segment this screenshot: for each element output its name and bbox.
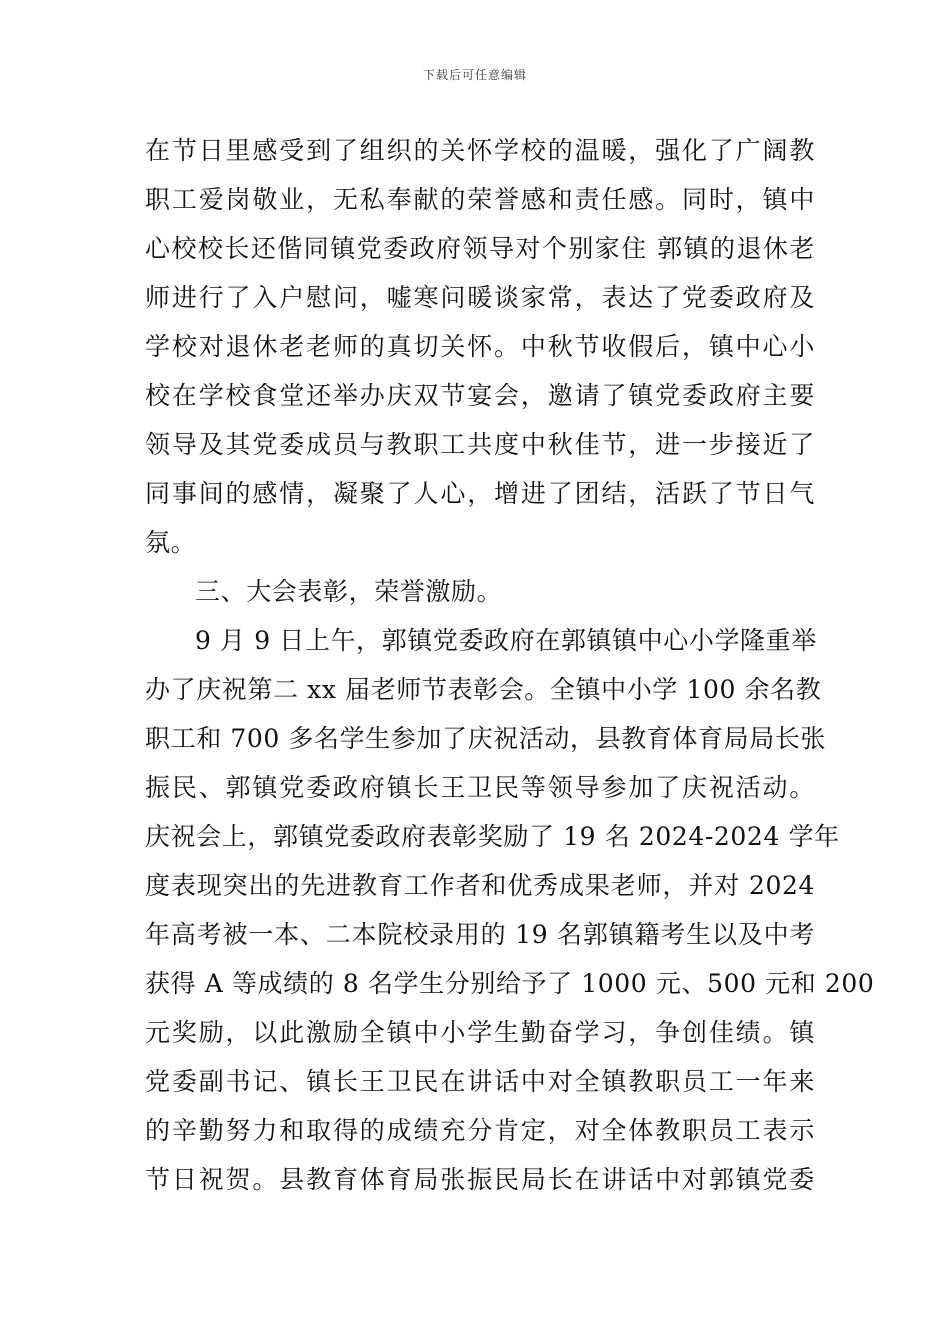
text-line: 办了庆祝第二 xx 届老师节表彰会。全镇中小学 100 余名教: [145, 675, 822, 704]
text-line: 元奖励，以此激励全镇中小学生勤奋学习，争创佳绩。镇: [145, 1018, 815, 1047]
text-line: 领导及其党委成员与教职工共度中秋佳节，进一步接近了: [145, 430, 815, 459]
text-line: 学校对退休老老师的真切关怀。中秋节收假后，镇中心小: [145, 332, 815, 361]
document-body: [145, 126, 875, 1204]
text-line: 校在学校食堂还举办庆双节宴会，邀请了镇党委政府主要: [145, 381, 815, 410]
text-line: 职工和 700 多名学生参加了庆祝活动，县教育体育局局长张: [145, 724, 827, 753]
text-line: 的辛勤努力和取得的成绩充分肯定，对全体教职员工表示: [145, 1116, 815, 1145]
text-line: 年高考被一本、二本院校录用的 19 名郭镇籍考生以及中考: [145, 920, 815, 949]
text-line: 9 月 9 日上午，郭镇党委政府在郭镇镇中心小学隆重举: [195, 626, 817, 655]
text-line: 氛。: [145, 528, 197, 557]
text-line: 在节日里感受到了组织的关怀学校的温暖，强化了广阔教: [145, 136, 815, 165]
section-heading: 三、大会表彰，荣誉激励。: [195, 577, 503, 606]
text-line: 获得 A 等成绩的 8 名学生分别给予了 1000 元、500 元和 200: [145, 969, 875, 998]
text-line: 节日祝贺。县教育体育局张振民局长在讲话中对郭镇党委: [145, 1165, 815, 1194]
text-line: 同事间的感情，凝聚了人心，增进了团结，活跃了节日气: [145, 479, 815, 508]
text-line: 振民、郭镇党委政府镇长王卫民等领导参加了庆祝活动。: [145, 773, 815, 802]
text-line: 庆祝会上，郭镇党委政府表彰奖励了 19 名 2024-2024 学年: [145, 822, 840, 851]
text-line: 职工爱岗敬业，无私奉献的荣誉感和责任感。同时，镇中: [145, 185, 815, 214]
text-line: 师进行了入户慰问，嘘寒问暖谈家常，表达了党委政府及: [145, 283, 815, 312]
text-line: 心校校长还偕同镇党委政府领导对个别家住 郭镇的退休老: [145, 234, 815, 263]
text-line: 度表现突出的先进教育工作者和优秀成果老师，并对 2024: [145, 871, 815, 900]
text-line: 党委副书记、镇长王卫民在讲话中对全镇教职员工一年来: [145, 1067, 815, 1096]
page-header: 下载后可任意编辑: [422, 68, 527, 82]
